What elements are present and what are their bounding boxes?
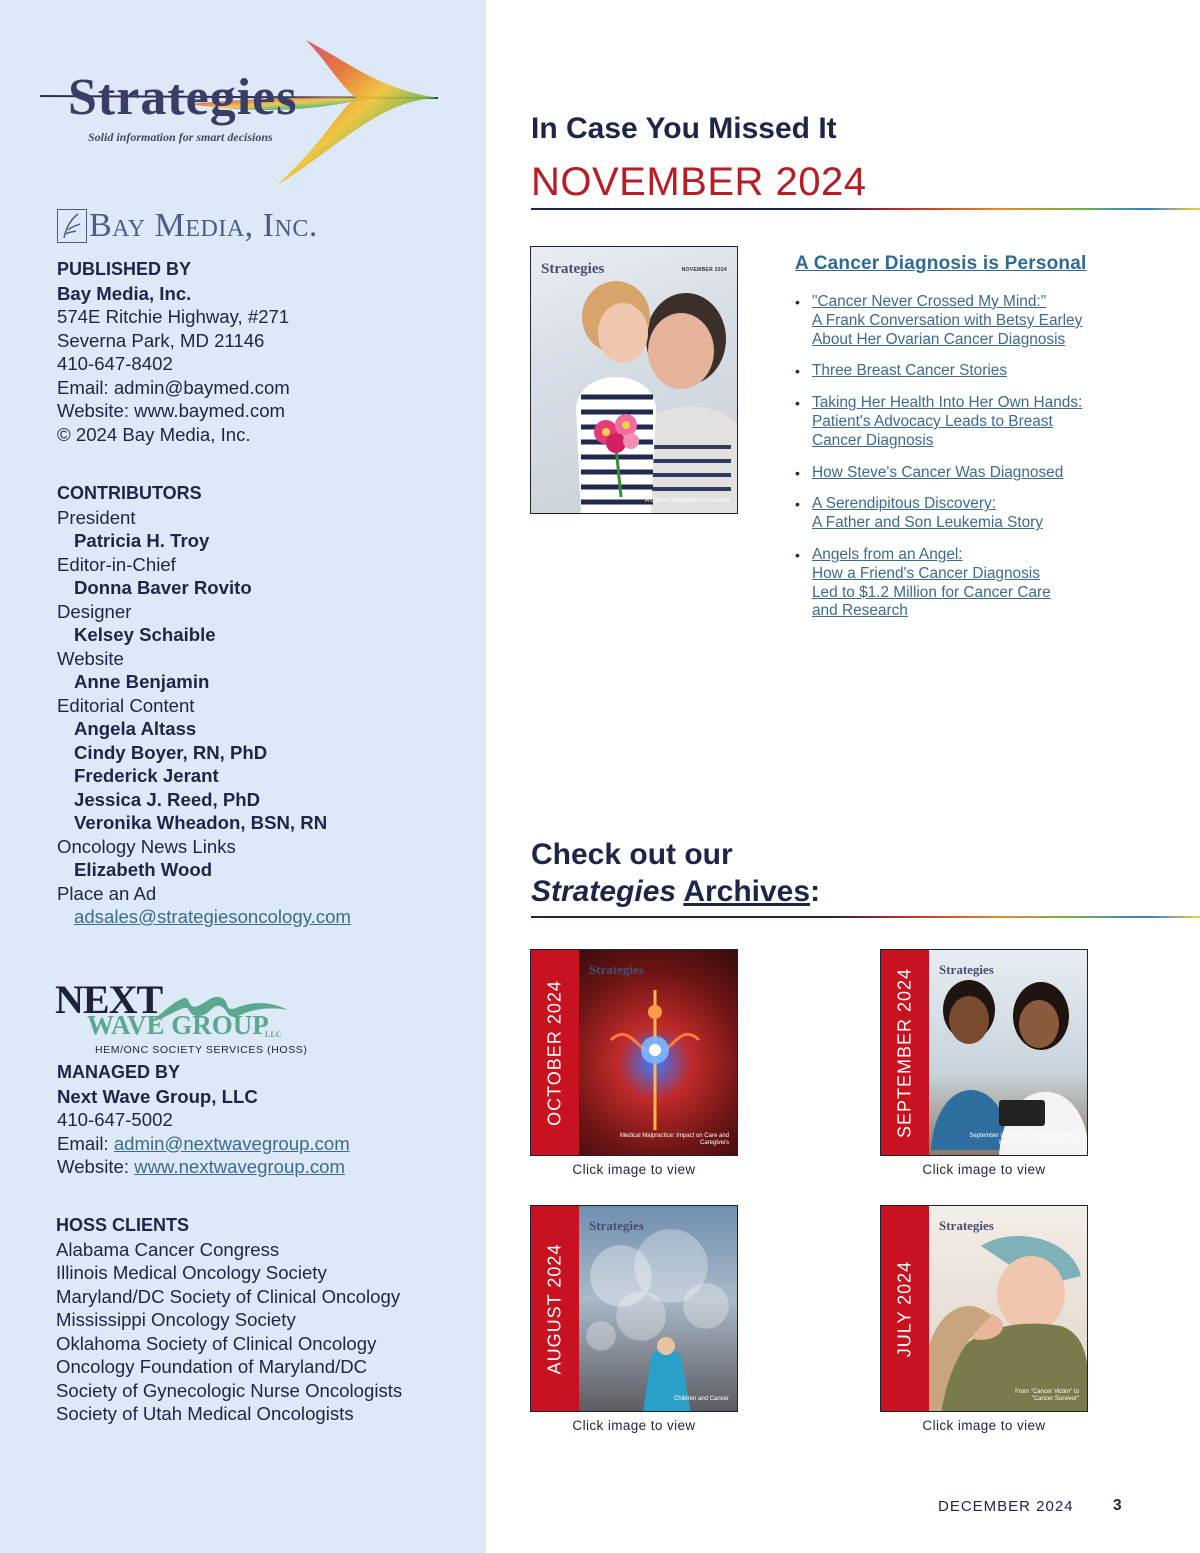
article-line[interactable]: • Angels from an Angel:	[812, 545, 963, 563]
cover-masthead: Strategies	[589, 1218, 644, 1233]
publisher-phone: 410-647-8402	[57, 353, 173, 374]
bay-media-wordmark: Bay Media, Inc.	[89, 207, 318, 244]
hoss-client: Oncology Foundation of Maryland/DC	[56, 1356, 368, 1377]
article-line[interactable]: How a Friend's Cancer Diagnosis	[812, 564, 1040, 582]
cover-masthead: Strategies	[589, 962, 644, 977]
archive-ribbon-label: OCTOBER 2024	[544, 979, 565, 1126]
article-line[interactable]: Led to $1.2 Million for Cancer Care	[812, 583, 1051, 601]
cover-caption: Medical Malpractice: Impact on Care and Caregivers	[619, 1133, 729, 1146]
publisher-website: Website: www.baymed.com	[57, 400, 286, 421]
article-line[interactable]: About Her Ovarian Cancer Diagnosis	[812, 330, 1066, 348]
role-label: Place an Ad	[57, 882, 157, 904]
contributor-name: Jessica J. Reed, PhD	[74, 788, 261, 810]
article-line[interactable]: • A Serendipitous Discovery:	[812, 495, 996, 513]
article-line[interactable]: and Research	[812, 602, 908, 620]
article-link[interactable]	[795, 293, 1155, 349]
cover-caption: A Cancer Diagnosis is Personal	[644, 498, 729, 504]
archive-cover-july[interactable]	[880, 1205, 1088, 1412]
click-to-view-label[interactable]: Click image to view	[922, 1418, 1046, 1433]
hoss-client: Society of Utah Medical Oncologists	[56, 1403, 354, 1424]
contributor-name: Anne Benjamin	[74, 671, 210, 692]
cover-caption: From "Cancer Victim" to "Cancer Survivor"	[1015, 1389, 1079, 1402]
article-line[interactable]: Patient's Advocacy Leads to Breast	[812, 412, 1053, 430]
cover-caption: September is Women in Medicine Month: Honoring Women in Oncology	[969, 1133, 1079, 1146]
article-line[interactable]: • Taking Her Health Into Her Own Hands:	[812, 394, 1083, 412]
hoss-client: Illinois Medical Oncology Society	[56, 1262, 327, 1283]
contributor-name: Donna Baver Rovito	[74, 577, 252, 598]
contributors-block	[57, 482, 351, 929]
featured-cover-image[interactable]	[530, 246, 738, 514]
hoss-block	[56, 1214, 402, 1426]
click-to-view-label[interactable]: Click image to view	[922, 1162, 1046, 1177]
article-link[interactable]	[795, 464, 1155, 483]
archive-ribbon	[531, 950, 579, 1155]
sidebar	[0, 0, 486, 1553]
section-divider	[531, 208, 1200, 210]
archives-heading-strategies: Strategies	[531, 875, 677, 908]
publisher-copyright: © 2024 Bay Media, Inc.	[57, 423, 251, 445]
icymi-heading: In Case You Missed It	[531, 112, 837, 145]
hoss-heading: HOSS CLIENTS	[56, 1215, 190, 1235]
footer-issue-date: DECEMBER 2024	[938, 1498, 1074, 1515]
publisher-heading: PUBLISHED BY	[57, 259, 192, 279]
role-label: President	[57, 506, 136, 528]
ad-sales-email-link[interactable]: adsales@strategiesoncology.com	[74, 906, 351, 927]
role-label: Editorial Content	[57, 694, 195, 716]
publisher-name: Bay Media, Inc.	[57, 282, 192, 304]
role-label: Designer	[57, 600, 132, 622]
article-line[interactable]: A Father and Son Leukemia Story	[812, 514, 1043, 532]
archive-ribbon	[531, 1206, 579, 1411]
archives-heading-line1: Check out our	[531, 838, 733, 871]
click-to-view-label[interactable]: Click image to view	[572, 1418, 696, 1433]
role-label: Website	[57, 647, 124, 669]
article-line[interactable]: • Three Breast Cancer Stories	[812, 362, 1008, 380]
bay-media-leaf-icon	[57, 209, 87, 243]
managed-email-link[interactable]: admin@nextwavegroup.com	[113, 1132, 350, 1154]
archive-ribbon-label: JULY 2024	[894, 1260, 915, 1357]
role-label: Editor-in-Chief	[57, 553, 176, 575]
contributors-heading: CONTRIBUTORS	[57, 483, 202, 503]
feature-title-link[interactable]: A Cancer Diagnosis is Personal	[795, 253, 1087, 274]
contributor-name: Patricia H. Troy	[74, 530, 210, 551]
contributor-name: Veronika Wheadon, BSN, RN	[74, 812, 328, 833]
archives-divider	[531, 916, 1200, 918]
managed-website-link[interactable]: www.nextwavegroup.com	[134, 1156, 345, 1177]
archive-cover-october[interactable]	[530, 949, 738, 1156]
publisher-block	[57, 258, 290, 446]
strategies-tagline: Solid information for smart decisions	[88, 130, 273, 144]
contributor-name: Kelsey Schaible	[74, 624, 216, 645]
managed-name: Next Wave Group, LLC	[57, 1085, 258, 1107]
archives-heading	[531, 836, 820, 910]
article-list	[795, 293, 1155, 634]
hoss-client: Oklahoma Society of Clinical Oncology	[56, 1332, 377, 1354]
archive-ribbon-label: AUGUST 2024	[544, 1243, 565, 1374]
cover-caption: Children and Cancer	[673, 1396, 729, 1402]
role-label: Oncology News Links	[57, 835, 236, 857]
article-line[interactable]: Cancer Diagnosis	[812, 431, 934, 449]
next-wave-subtitle: HEM/ONC SOCIETY SERVICES (HOSS)	[95, 1044, 308, 1056]
managed-email-label: Email:	[57, 1132, 114, 1154]
article-link[interactable]	[795, 394, 1155, 450]
article-link[interactable]	[795, 362, 1155, 381]
page-number: 3	[1113, 1497, 1122, 1514]
publisher-email: Email: admin@baymed.com	[57, 376, 290, 398]
publisher-address2: Severna Park, MD 21146	[57, 329, 265, 351]
contributor-name: Elizabeth Wood	[74, 859, 213, 880]
next-wave-word-group: WAVE GROUP	[87, 1010, 269, 1040]
cover-masthead: Strategies	[541, 261, 605, 277]
managed-heading: MANAGED BY	[57, 1062, 181, 1082]
archive-cover-september[interactable]	[880, 949, 1088, 1156]
cover-masthead: Strategies	[939, 1218, 994, 1233]
strategies-wordmark: Strategies	[68, 69, 298, 126]
cover-date: NOVEMBER 2024	[681, 267, 727, 273]
contributor-name: Angela Altass	[74, 718, 197, 739]
cover-masthead: Strategies	[939, 962, 994, 977]
hoss-client: Maryland/DC Society of Clinical Oncology	[56, 1285, 401, 1307]
archives-link[interactable]: Archives	[683, 875, 811, 908]
archives-colon: :	[810, 875, 821, 908]
contributor-name: Cindy Boyer, RN, PhD	[74, 741, 268, 763]
bay-media-logo	[57, 203, 318, 243]
managed-block	[57, 1061, 350, 1179]
next-wave-word-next: NEXT	[55, 977, 163, 1022]
next-wave-group-logo	[55, 976, 308, 1060]
article-link[interactable]	[795, 495, 1155, 533]
click-to-view-label[interactable]: Click image to view	[572, 1162, 696, 1177]
archive-cover-august[interactable]	[530, 1205, 738, 1412]
hoss-client: Alabama Cancer Congress	[56, 1238, 280, 1260]
issue-month-heading: NOVEMBER 2024	[531, 160, 867, 204]
managed-phone: 410-647-5002	[57, 1109, 173, 1130]
article-line[interactable]: A Frank Conversation with Betsy Earley	[812, 311, 1083, 329]
archive-ribbon-label: SEPTEMBER 2024	[894, 967, 915, 1138]
next-wave-llc: LLC	[265, 1030, 282, 1039]
article-link[interactable]	[795, 546, 1155, 621]
article-line[interactable]: • How Steve's Cancer Was Diagnosed	[812, 463, 1064, 481]
contributor-name: Frederick Jerant	[74, 765, 219, 786]
managed-website-label: Website:	[57, 1156, 135, 1177]
publisher-address1: 574E Ritchie Highway, #271	[57, 306, 290, 327]
archive-ribbon	[881, 1206, 929, 1411]
archive-ribbon	[881, 950, 929, 1155]
hoss-client: Society of Gynecologic Nurse Oncologists	[56, 1379, 403, 1401]
hoss-client: Mississippi Oncology Society	[56, 1309, 296, 1330]
strategies-logo	[38, 38, 442, 188]
article-line[interactable]: • "Cancer Never Crossed My Mind:"	[812, 293, 1047, 310]
cover-photo-illustration	[531, 247, 738, 514]
